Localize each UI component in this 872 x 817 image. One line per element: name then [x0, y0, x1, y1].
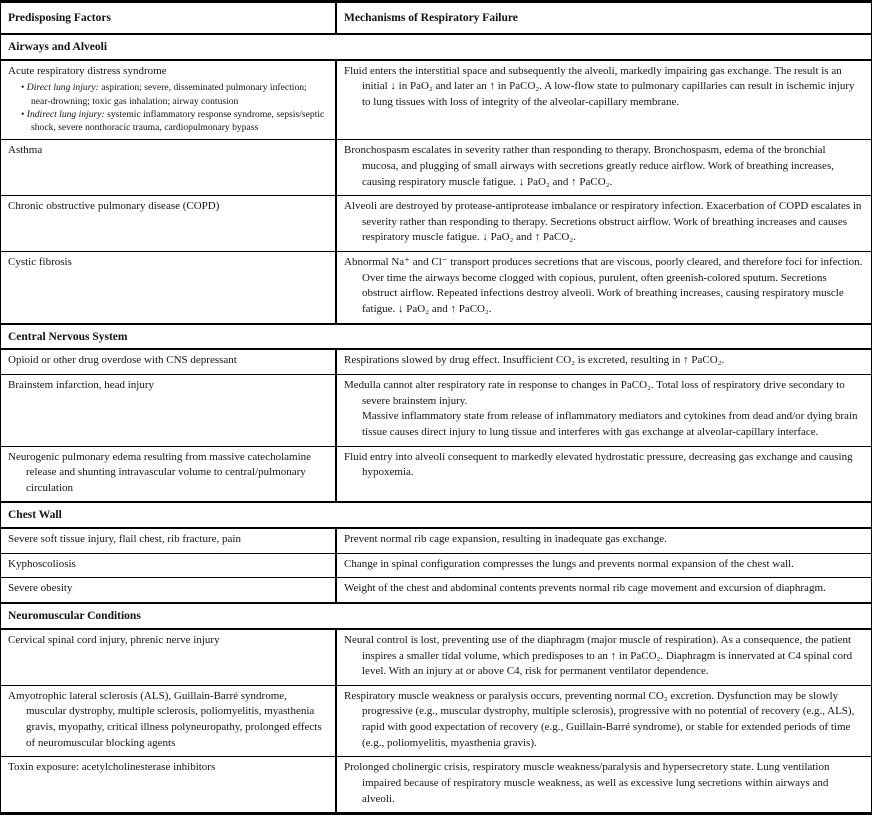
mechanism-cell	[337, 196, 871, 251]
section-chest-wall	[1, 501, 871, 602]
table-row	[1, 374, 871, 445]
factor-cell	[1, 196, 337, 251]
column-header-predisposing-factors: Predisposing Factors	[1, 3, 337, 33]
factor-text: Brainstem infarction, head injury	[8, 379, 155, 392]
mechanism-cell	[337, 630, 871, 685]
mechanism-paragraph: Alveoli are destroyed by protease-antiprotease imbalance or respiratory infection. Exacerbation of COPD escalates in severity rather than responding to therapy. Secretions obstruct airflow. Work of breathing increases and causes respiratory muscle fatigue. ↓ PaO₂ and ↑ PaCO₂.	[344, 200, 862, 244]
mechanism-paragraph: Medulla cannot alter respiratory rate in response to changes in PaCO₂. Total loss of respiratory drive secondary to severe brainstem injury.	[344, 379, 845, 407]
table-row	[1, 61, 871, 140]
table-row	[1, 756, 871, 812]
table-row	[1, 553, 871, 578]
mechanism-cell	[337, 375, 871, 445]
mechanism-paragraph: Respirations slowed by drug effect. Insufficient CO₂ is excreted, resulting in ↑ PaCO₂.	[344, 354, 725, 367]
mechanism-paragraph: Abnormal Na⁺ and Cl⁻ transport produces secretions that are viscous, poorly cleared, and therefore foci for infection. Over time the airways become clogged with copious, purulent, often greenish-colored sputum. Secretions obstruct airflow. Repeated infections destroy alveoli. Work of breathing increases, causing respiratory muscle fatigue. ↓ PaO₂ and ↑ PaCO₂.	[344, 256, 863, 315]
mechanism-paragraph: Weight of the chest and abdominal contents prevents normal rib cage movement and excursion of diaphragm.	[344, 582, 826, 595]
bullet-icon: •	[21, 108, 27, 120]
section-header: Neuromuscular Conditions	[1, 604, 871, 630]
mechanism-cell	[337, 554, 871, 578]
mechanism-paragraph: Neural control is lost, preventing use of the diaphragm (major muscle of respiration). As a consequence, the patient inspires a smaller tidal volume, which predisposes to an ↑ in PaCO₂. Diaphragm is innervated at C4 spinal cord level. With an injury at or above C4, risk for permanent ventilator dependence.	[344, 634, 853, 678]
section-header: Central Nervous System	[1, 325, 871, 351]
mechanism-paragraph: Fluid enters the interstitial space and subsequently the alveoli, markedly impairing gas exchange. The result is an initial ↓ in PaO₂ and later an ↑ in PaCO₂. A low-flow state to pulmonary capillaries can result in ischemic injury to lung tissues with loss of integrity of the alveolar-capillary membrane.	[344, 64, 855, 109]
section-central-nervous-system	[1, 323, 871, 502]
mechanism-paragraph: Bronchospasm escalates in severity rather than responding to therapy. Bronchospasm, edema of the bronchial mucosa, and plugging of small airways with secretions greatly reduce airflow. Work of breathing increases, causing respiratory muscle fatigue. ↓ PaO₂ and ↑ PaCO₂.	[344, 144, 834, 188]
factor-cell	[1, 375, 337, 445]
mechanism-paragraph: Change in spinal configuration compresses the lungs and prevents normal expansion of the chest wall.	[344, 557, 794, 570]
factor-text: Cystic fibrosis	[8, 256, 72, 269]
factor-cell	[1, 252, 337, 322]
factor-text: Opioid or other drug overdose with CNS depressant	[8, 354, 237, 367]
table-row	[1, 195, 871, 251]
section-header: Chest Wall	[1, 503, 871, 529]
bullet-lead: Direct lung injury:	[26, 82, 99, 94]
factor-text: Severe obesity	[8, 582, 73, 595]
factor-text: Severe soft tissue injury, flail chest, rib fracture, pain	[8, 533, 241, 546]
mechanism-paragraph: Prevent normal rib cage expansion, resulting in inadequate gas exchange.	[344, 533, 667, 546]
table-row	[1, 139, 871, 195]
factor-text: Neurogenic pulmonary edema resulting from massive catecholamine release and shunting intravascular volume to central/pulmonary circulation	[8, 450, 312, 494]
table-row	[1, 630, 871, 685]
table-row	[1, 251, 871, 322]
table-row	[1, 350, 871, 374]
table-row	[1, 446, 871, 502]
factor-cell	[1, 350, 337, 374]
factor-cell	[1, 529, 337, 553]
table-row	[1, 685, 871, 756]
bullet-icon: •	[21, 82, 27, 94]
section-airways-and-alveoli	[1, 35, 871, 323]
table-row	[1, 529, 871, 553]
factor-text: Chronic obstructive pulmonary disease (COPD)	[8, 200, 220, 213]
factor-bullet-list	[21, 81, 327, 134]
factor-cell	[1, 447, 337, 502]
mechanism-cell	[337, 350, 871, 374]
mechanism-cell	[337, 61, 871, 140]
mechanism-cell	[337, 686, 871, 756]
mechanism-cell	[337, 757, 871, 812]
factor-cell	[1, 61, 337, 140]
factor-cell	[1, 686, 337, 756]
factor-text: Kyphoscoliosis	[8, 557, 76, 570]
mechanism-cell	[337, 447, 871, 502]
factor-cell	[1, 630, 337, 685]
factor-text: Toxin exposure: acetylcholinesterase inhibitors	[8, 761, 216, 774]
mechanism-paragraph: Prolonged cholinergic crisis, respiratory muscle weakness/paralysis and hypersecretory state. Lung ventilation impaired because of respiratory muscle weakness, as well as excessive lung secretions within airways and alveoli.	[344, 761, 830, 805]
factor-cell	[1, 140, 337, 195]
factor-cell	[1, 757, 337, 812]
factor-text: Asthma	[8, 144, 43, 157]
factor-cell	[1, 554, 337, 578]
factor-text: Amyotrophic lateral sclerosis (ALS), Guillain-Barré syndrome, muscular dystrophy, multiple sclerosis, poliomyelitis, myasthenia gravis, myopathy, critical illness polyneuropathy, prolonged effects of neuromuscular blocking agents	[8, 689, 322, 749]
table-row	[1, 577, 871, 602]
column-header-mechanisms: Mechanisms of Respiratory Failure	[344, 12, 518, 24]
bullet-text: systemic inflammatory response syndrome, sepsis/septic shock, severe nonthoracic trauma, cardiopulmonary bypass	[31, 108, 325, 134]
mechanism-cell	[337, 578, 871, 602]
factor-text: Cervical spinal cord injury, phrenic nerve injury	[8, 634, 220, 647]
factor-cell	[1, 578, 337, 602]
factor-bullet	[21, 108, 327, 134]
mechanism-cell	[337, 252, 871, 322]
mechanism-cell	[337, 529, 871, 553]
bullet-text: aspiration; severe, disseminated pulmonary infection; near-drowning; toxic gas inhalation; airway contusion	[31, 82, 307, 107]
mechanism-paragraph: Massive inflammatory state from release of inflammatory mediators and cytokines from dead and/or dying brain tissue causes direct injury to lung tissue and interferes with gas exchange at alveolar-capillary interface.	[362, 410, 858, 438]
mechanism-paragraph: Fluid entry into alveoli consequent to markedly elevated hydrostatic pressure, decreasing gas exchange and causing hypoxemia.	[344, 450, 853, 479]
section-neuromuscular-conditions	[1, 602, 871, 812]
table-body	[1, 35, 871, 812]
mechanism-cell	[337, 140, 871, 195]
factor-text: Acute respiratory distress syndrome	[8, 64, 167, 77]
bullet-lead: Indirect lung injury:	[26, 108, 105, 120]
factor-bullet	[21, 81, 327, 107]
mechanism-paragraph: Respiratory muscle weakness or paralysis occurs, preventing normal CO₂ excretion. Dysfunction may be slowly progressive (e.g., muscular dystrophy, multiple sclerosis), progressive with no potential of recovery (e.g., ALS), rapid with good expectation of recovery (e.g., Guillain-Barré syndrome), or stable for extended periods of time (e.g., poliomyelitis, myasthenia gravis).	[344, 689, 855, 749]
table-header-row	[1, 3, 871, 35]
section-header: Airways and Alveoli	[1, 35, 871, 61]
